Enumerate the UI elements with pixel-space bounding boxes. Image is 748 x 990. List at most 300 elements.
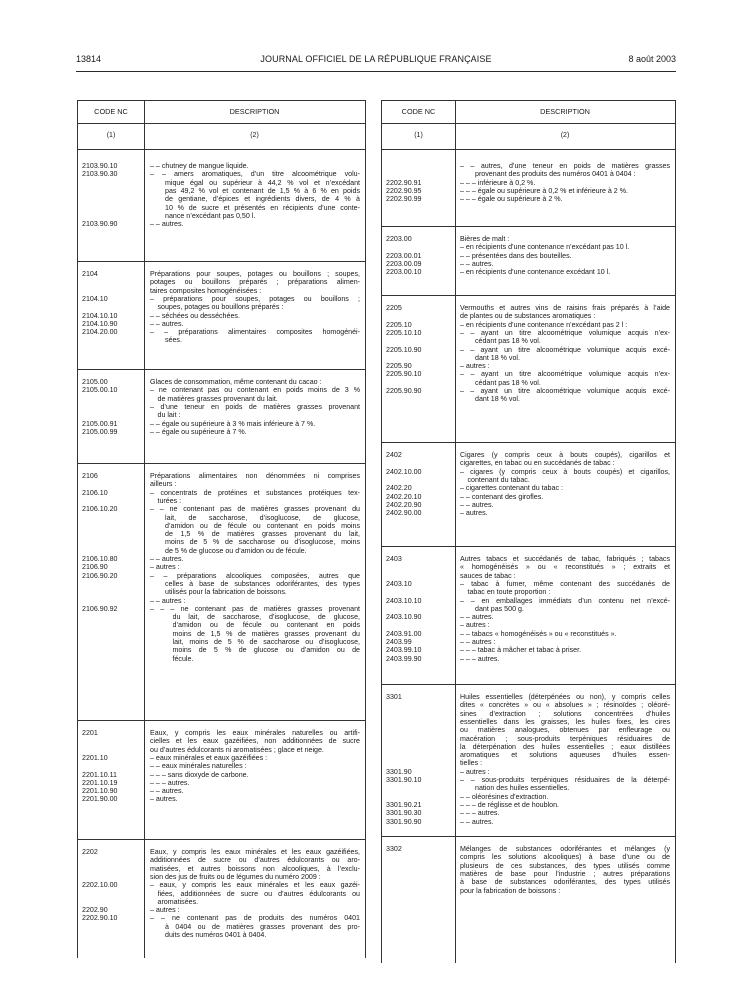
tariff-entry-block bbox=[78, 721, 365, 840]
description-text: potages ou bouillons préparés ; préparations alimen- bbox=[150, 278, 360, 287]
tariff-line bbox=[78, 303, 365, 311]
tariff-line bbox=[78, 411, 365, 419]
nc-code: 2104.20.00 bbox=[82, 328, 118, 337]
nc-code: 2105.00.91 bbox=[82, 419, 118, 428]
description-text: – autres : bbox=[460, 362, 490, 371]
tariff-line bbox=[78, 630, 365, 638]
nc-code: 3301.90.90 bbox=[386, 817, 422, 826]
nc-code: 2104.10.10 bbox=[82, 311, 118, 320]
description-text: – autres : bbox=[460, 767, 490, 776]
tariff-line bbox=[78, 865, 365, 873]
description-text: – – – de réglisse et de houblon. bbox=[460, 800, 559, 809]
tariff-entry-block bbox=[382, 154, 675, 227]
description-text: Autres tabacs et succédanés de tabac, fabriqués ; tabacs bbox=[460, 555, 670, 563]
description-text: cédant pas 18 % vol. bbox=[475, 378, 541, 387]
description-text: – – – autres. bbox=[460, 654, 500, 663]
description-text: nance n’excédant pas 0,50 l. bbox=[165, 211, 256, 220]
tariff-line bbox=[78, 472, 365, 480]
tariff-entry-block bbox=[78, 154, 365, 262]
tariff-line bbox=[78, 873, 365, 881]
tariff-line bbox=[78, 420, 365, 428]
description-text: – eaux minérales et eaux gazéifiées : bbox=[150, 753, 268, 762]
nc-code: 2104 bbox=[82, 270, 98, 278]
tariff-line bbox=[78, 621, 365, 629]
nc-code: 2403.99 bbox=[386, 638, 412, 646]
description-text: – – autres. bbox=[150, 319, 184, 328]
tariff-line bbox=[382, 693, 675, 701]
tariff-line bbox=[78, 890, 365, 898]
description-text: – – ayant un titre alcoométrique volumique acquis excé- bbox=[460, 345, 670, 354]
tariff-line bbox=[382, 395, 675, 403]
tariff-line bbox=[382, 597, 675, 605]
tariff-line bbox=[78, 547, 365, 555]
nc-code: 2106.90.20 bbox=[82, 571, 118, 580]
tariff-line bbox=[78, 729, 365, 737]
nc-code: 2104.10.90 bbox=[82, 319, 118, 328]
tariff-line bbox=[78, 638, 365, 646]
tariff-line bbox=[382, 162, 675, 170]
nc-code: 2403.10.10 bbox=[386, 596, 422, 605]
description-text: – autres. bbox=[460, 509, 488, 518]
tariff-line bbox=[382, 580, 675, 588]
tariff-line bbox=[78, 898, 365, 906]
tariff-line bbox=[382, 751, 675, 759]
description-text: ou d’autres édulcorants ni aromatisées ; glace et neige. bbox=[150, 745, 324, 754]
table-header bbox=[78, 100, 365, 124]
description-text: de gentiane, d’épices et ingrédients divers, de 4 % à bbox=[165, 195, 360, 204]
col-description-number: (2) bbox=[250, 132, 259, 140]
tariff-line bbox=[382, 809, 675, 817]
nc-code: 2205.10.10 bbox=[386, 328, 422, 337]
description-text: – – sous-produits terpéniques résiduaires de la déterpé- bbox=[460, 776, 670, 784]
description-text: – – séchées ou desséchées. bbox=[150, 311, 240, 320]
right-column-table bbox=[381, 100, 676, 963]
tariff-line bbox=[78, 395, 365, 403]
description-text: Glaces de consommation, même contenant du cacao : bbox=[150, 378, 322, 386]
tariff-line bbox=[78, 378, 365, 386]
description-text: – – ne contenant pas de produits des numéros 0401 bbox=[150, 914, 360, 923]
description-text: – – autres. bbox=[460, 500, 494, 509]
nc-code: 2402.10.00 bbox=[386, 467, 422, 476]
tariff-line bbox=[382, 387, 675, 395]
description-text: – d’une teneur en poids de matières grasses provenant bbox=[150, 402, 360, 411]
description-text: – – – égale ou supérieure à 0,2 % et inférieure à 2 %. bbox=[460, 186, 628, 195]
tariff-line bbox=[78, 220, 365, 228]
description-text: – en récipients d’une contenance n’excédant pas 10 l. bbox=[460, 243, 630, 252]
description-text: taires composites homogénéisées : bbox=[150, 286, 262, 295]
description-text: Huiles essentielles (déterpénées ou non), y compris celles bbox=[460, 693, 670, 701]
tariff-line bbox=[78, 762, 365, 770]
description-text: – autres : bbox=[460, 621, 490, 630]
description-text: additionnées de sucre ou d’autres édulcorants ou aro- bbox=[150, 856, 360, 865]
tariff-line bbox=[78, 403, 365, 411]
nc-code: 3301.90 bbox=[386, 767, 412, 776]
tariff-line bbox=[382, 243, 675, 251]
nc-code: 2402.20 bbox=[386, 484, 412, 493]
nc-code: 2201.10.19 bbox=[82, 778, 118, 787]
description-text: lait, de saccharose, d’isoglucose, de glucose, bbox=[165, 513, 360, 522]
tariff-line bbox=[382, 845, 675, 853]
tariff-line bbox=[78, 336, 365, 344]
nc-code: 2201.10 bbox=[82, 753, 108, 762]
tariff-line bbox=[78, 597, 365, 605]
tariff-line bbox=[78, 906, 365, 914]
description-text: Mélanges de substances odoriférantes et mélanges (y bbox=[460, 845, 670, 853]
col-description-header: DESCRIPTION bbox=[540, 106, 590, 116]
description-text: de 5 % de glucose ou d’amidon ou de fécule. bbox=[165, 546, 307, 555]
nc-code: 2203.00.01 bbox=[386, 251, 422, 260]
left-column-table bbox=[77, 100, 366, 958]
description-text: duits des numéros 0401 à 0404. bbox=[165, 931, 267, 939]
tariff-line bbox=[382, 501, 675, 509]
description-text: à base de substances odoriférantes, des types utilisés bbox=[460, 878, 670, 887]
description-text: moins de 5 % de saccharose ou d’isoglucose, moins bbox=[165, 538, 360, 547]
nc-code: 2202.90 bbox=[82, 906, 108, 915]
page-header bbox=[76, 54, 676, 68]
tariff-line bbox=[382, 818, 675, 826]
nc-code: 2201.10.90 bbox=[82, 787, 118, 796]
description-text: dant 18 % vol. bbox=[475, 395, 520, 404]
tariff-line bbox=[382, 260, 675, 268]
tariff-line bbox=[382, 710, 675, 718]
nc-code: 2205.90.10 bbox=[386, 370, 422, 379]
description-text: « homogénéisés » ou « reconstitués » ; extraits et bbox=[460, 563, 670, 572]
description-text: macération ; sous-produits terpéniques résiduaires de bbox=[460, 734, 670, 743]
description-text: – – oléorésines d’extraction. bbox=[460, 792, 549, 801]
nc-code: 2403.99.90 bbox=[386, 654, 422, 663]
tariff-line bbox=[78, 914, 365, 922]
tariff-line bbox=[382, 195, 675, 203]
description-text: ou matières analogues, obtenues par enfleurage ou bbox=[460, 726, 670, 735]
description-text: nation des huiles essentielles. bbox=[475, 784, 570, 793]
nc-code: 2402 bbox=[386, 451, 402, 459]
description-text: – en récipients d’une contenance n’excédant pas 2 l : bbox=[460, 320, 628, 329]
description-text: – – – autres. bbox=[460, 809, 500, 818]
tariff-line bbox=[382, 726, 675, 734]
journal-title: JOURNAL OFFICIEL DE LA RÉPUBLIQUE FRANÇAISE bbox=[260, 54, 492, 64]
nc-code: 2106 bbox=[82, 472, 98, 480]
tariff-line bbox=[382, 321, 675, 329]
description-text: – – autres : bbox=[460, 638, 496, 646]
description-text: – tabac à fumer, même contenant des succédanés de bbox=[460, 579, 670, 588]
description-text: mique égal ou supérieur à 44,2 % vol et n’excédant bbox=[165, 178, 360, 187]
tariff-entry-block bbox=[78, 262, 365, 370]
tariff-line bbox=[382, 329, 675, 337]
description-text: aromatisées. bbox=[157, 897, 199, 906]
tariff-line bbox=[382, 743, 675, 751]
description-text: – ne contenant pas ou contenant en poids moins de 3 % bbox=[150, 386, 360, 395]
description-text: – – autres. bbox=[150, 787, 184, 796]
nc-code: 2403 bbox=[386, 555, 402, 563]
description-text: – préparations pour soupes, potages ou bouillons ; bbox=[150, 294, 360, 303]
tariff-line bbox=[78, 480, 365, 488]
tariff-line bbox=[78, 514, 365, 522]
nc-code: 3301.90.30 bbox=[386, 809, 422, 818]
description-text: dant pas 500 g. bbox=[475, 604, 524, 613]
tariff-line bbox=[382, 862, 675, 870]
tariff-line bbox=[78, 881, 365, 889]
tariff-line bbox=[382, 235, 675, 243]
description-text: ailleurs : bbox=[150, 480, 177, 489]
tariff-entry-block bbox=[78, 840, 365, 960]
nc-code: 2201 bbox=[82, 729, 98, 737]
tariff-line bbox=[382, 768, 675, 776]
tariff-line bbox=[382, 588, 675, 596]
nc-code: 2105.00 bbox=[82, 378, 108, 386]
nc-code: 2403.10.90 bbox=[386, 613, 422, 622]
description-text: Bières de malt : bbox=[460, 235, 510, 243]
description-text: d’amidon ou de fécule ou contenant en poids bbox=[172, 621, 360, 630]
description-text: aromatiques et solutions aqueuses d’huiles essen- bbox=[460, 751, 670, 760]
tariff-line bbox=[78, 856, 365, 864]
tariff-line bbox=[382, 878, 675, 886]
tariff-line bbox=[78, 931, 365, 939]
tariff-line bbox=[78, 489, 365, 497]
tariff-line bbox=[382, 476, 675, 484]
description-text: à 0404 ou de matières grasses provenant des pro- bbox=[165, 922, 360, 931]
nc-code: 2103.90.30 bbox=[82, 170, 118, 179]
nc-code: 3301.90.21 bbox=[386, 800, 422, 809]
tariff-line bbox=[382, 179, 675, 187]
nc-code: 3302 bbox=[386, 845, 402, 853]
tariff-line bbox=[78, 386, 365, 394]
tariff-line bbox=[382, 459, 675, 467]
tariff-entry-block bbox=[382, 443, 675, 547]
tariff-line bbox=[78, 848, 365, 856]
description-text: de plantes ou de substances aromatiques : bbox=[460, 312, 596, 321]
tariff-line bbox=[78, 795, 365, 803]
tariff-line bbox=[382, 572, 675, 580]
nc-code: 2201.10.11 bbox=[82, 770, 117, 779]
tariff-line bbox=[382, 605, 675, 613]
tariff-line bbox=[382, 784, 675, 792]
tariff-entry-block bbox=[382, 296, 675, 443]
description-text: – – ayant un titre alcoométrique volumique acquis n’ex- bbox=[460, 370, 670, 379]
nc-code: 2205.90 bbox=[386, 362, 412, 371]
description-text: plusieurs de ces substances, des types utilisés comme bbox=[460, 861, 670, 870]
description-text: – – amers aromatiques, d’un titre alcoométrique volu- bbox=[150, 170, 360, 179]
description-text: – cigares (y compris ceux à bouts coupés) et cigarillos, bbox=[460, 467, 670, 476]
tariff-line bbox=[382, 646, 675, 654]
tariff-line bbox=[78, 588, 365, 596]
description-text: tabac en toute proportion : bbox=[467, 588, 551, 597]
description-text: – concentrats de protéines et substances protéiques tex- bbox=[150, 488, 360, 497]
description-text: turées : bbox=[157, 496, 182, 505]
tariff-line bbox=[382, 252, 675, 260]
nc-code: 2106.90 bbox=[82, 563, 108, 572]
header-rule bbox=[76, 71, 676, 72]
tariff-line bbox=[382, 337, 675, 345]
tariff-line bbox=[382, 362, 675, 370]
tariff-line bbox=[382, 630, 675, 638]
tariff-line bbox=[78, 295, 365, 303]
nc-code: 2202.90.10 bbox=[82, 914, 118, 923]
tariff-entry-block bbox=[382, 547, 675, 685]
nc-code: 3301.90.10 bbox=[386, 776, 422, 784]
nc-code: 2402.20.10 bbox=[386, 492, 422, 501]
tariff-line bbox=[78, 754, 365, 762]
tariff-line bbox=[78, 187, 365, 195]
description-text: – – ne contenant pas de matières grasses provenant du bbox=[150, 505, 360, 514]
nc-code: 2402.90.00 bbox=[386, 509, 422, 518]
tariff-line bbox=[78, 505, 365, 513]
tariff-line bbox=[382, 638, 675, 646]
nc-code: 2202 bbox=[82, 848, 98, 856]
tariff-line bbox=[78, 746, 365, 754]
tariff-line bbox=[78, 655, 365, 663]
description-text: provenant des produits des numéros 0401 à 0404 : bbox=[475, 170, 636, 179]
tariff-line bbox=[382, 304, 675, 312]
tariff-line bbox=[382, 759, 675, 767]
nc-code: 2205.10 bbox=[386, 320, 412, 329]
nc-code: 2402.20.90 bbox=[386, 500, 422, 509]
nc-code: 2205.10.90 bbox=[386, 345, 422, 354]
description-text: sées. bbox=[165, 336, 182, 345]
table-header-numbers bbox=[382, 124, 675, 150]
tariff-line bbox=[382, 563, 675, 571]
tariff-line bbox=[382, 268, 675, 276]
tariff-line bbox=[78, 179, 365, 187]
tariff-entry-block bbox=[78, 464, 365, 721]
description-text: – en récipients d’une contenance excédant 10 l. bbox=[460, 268, 611, 277]
nc-code: 2205.90.90 bbox=[386, 387, 422, 395]
tariff-line bbox=[78, 646, 365, 654]
description-text: lait, moins de 5 % de saccharose ou d’isoglucose, bbox=[172, 638, 360, 646]
nc-code: 3301 bbox=[386, 693, 402, 701]
nc-code: 2403.10 bbox=[386, 579, 412, 588]
tariff-line bbox=[78, 522, 365, 530]
description-text: – – ayant un titre alcoométrique volumique acquis excé- bbox=[460, 387, 670, 395]
description-text: Vermouths et autres vins de raisins frais préparés à l’aide bbox=[460, 304, 670, 312]
tariff-line bbox=[78, 563, 365, 571]
description-text: matisées, et autres boissons non alcooliques, à l’exclu- bbox=[150, 864, 360, 873]
col-code-header: CODE NC bbox=[401, 106, 436, 116]
nc-code: 2103.90.90 bbox=[82, 220, 118, 229]
nc-code: 2403.99.10 bbox=[386, 646, 422, 655]
tariff-line bbox=[382, 451, 675, 459]
description-text: sion des jus de fruits ou de légumes du numéro 2009 : bbox=[150, 872, 321, 881]
tariff-line bbox=[78, 530, 365, 538]
nc-code: 2203.00.09 bbox=[386, 259, 422, 268]
tariff-entry-block bbox=[382, 837, 675, 963]
tariff-line bbox=[382, 776, 675, 784]
nc-code: 2106.10.20 bbox=[82, 505, 118, 514]
tariff-line bbox=[78, 195, 365, 203]
description-text: – – ayant un titre alcoométrique volumique acquis n’ex- bbox=[460, 328, 670, 337]
tariff-line bbox=[382, 793, 675, 801]
tariff-line bbox=[382, 379, 675, 387]
tariff-line bbox=[78, 737, 365, 745]
description-text: dites « concrètes » ou « absolues » ; résinoïdes ; oléoré- bbox=[460, 701, 670, 710]
description-text: Eaux, y compris les eaux minérales naturelles ou artifi- bbox=[150, 729, 360, 737]
nc-code: 2106.10 bbox=[82, 488, 108, 497]
nc-code: 2202.10.00 bbox=[82, 881, 118, 890]
description-text: essentielles dans les graisses, les huiles fixes, les cires bbox=[460, 717, 670, 726]
tariff-line bbox=[382, 655, 675, 663]
tariff-entry-block bbox=[382, 685, 675, 837]
description-text: la déterpénation des huiles essentielles ; eaux distillées bbox=[460, 742, 670, 751]
tariff-line bbox=[78, 312, 365, 320]
col-description-number: (2) bbox=[560, 132, 570, 140]
description-text: Préparations alimentaires non dénommées ni comprises bbox=[150, 472, 360, 480]
table-header bbox=[382, 100, 675, 124]
tariff-line bbox=[382, 484, 675, 492]
description-text: sauces de tabac : bbox=[460, 571, 516, 580]
tariff-line bbox=[78, 212, 365, 220]
tariff-line bbox=[382, 468, 675, 476]
tariff-line bbox=[382, 718, 675, 726]
tariff-line bbox=[382, 312, 675, 320]
description-text: du lait, de saccharose, d’isoglucose, de glucose, bbox=[172, 613, 360, 622]
description-text: – – préparations alcooliques composées, autres que bbox=[150, 571, 360, 580]
tariff-line bbox=[382, 870, 675, 878]
description-text: – – égale ou supérieure à 3 % mais inférieure à 7 %. bbox=[150, 419, 316, 428]
tariff-line bbox=[78, 538, 365, 546]
page-number: 13814 bbox=[76, 54, 102, 64]
nc-code: 2202.90.99 bbox=[386, 195, 422, 204]
issue-date: 8 août 2003 bbox=[628, 54, 676, 64]
description-text: – – autres : bbox=[150, 596, 186, 605]
tariff-line bbox=[78, 270, 365, 278]
tariff-line bbox=[78, 320, 365, 328]
tariff-line bbox=[78, 923, 365, 931]
nc-code: 2105.00.10 bbox=[82, 386, 118, 395]
tariff-line bbox=[78, 572, 365, 580]
nc-code: 2104.10 bbox=[82, 294, 108, 303]
col-description-header: DESCRIPTION bbox=[229, 106, 280, 116]
table-header-numbers bbox=[78, 124, 365, 150]
tariff-line bbox=[382, 170, 675, 178]
description-text: cigarettes, en tabac ou en succédanés de tabac : bbox=[460, 459, 615, 468]
tariff-line bbox=[382, 354, 675, 362]
tariff-line bbox=[78, 605, 365, 613]
nc-code: 2205 bbox=[386, 304, 402, 312]
description-text: – – autres. bbox=[460, 817, 494, 826]
nc-code: 2106.90.92 bbox=[82, 604, 118, 613]
description-text: – – – ne contenant pas de matières grasses provenant bbox=[150, 604, 360, 613]
tariff-line bbox=[382, 613, 675, 621]
description-text: – – autres. bbox=[150, 555, 184, 563]
description-text: fécule. bbox=[172, 654, 194, 663]
description-text: – – contenant des girofles. bbox=[460, 492, 544, 501]
description-text: – – – sans dioxyde de carbone. bbox=[150, 770, 249, 779]
col-code-number: (1) bbox=[414, 132, 423, 140]
description-text: – – – égale ou supérieure à 2 %. bbox=[460, 195, 563, 204]
nc-code: 2201.90.00 bbox=[82, 795, 118, 804]
tariff-entry-block bbox=[382, 227, 675, 296]
tariff-line bbox=[382, 187, 675, 195]
tariff-line bbox=[78, 428, 365, 436]
description-text: 10 % de sucre et présentés en récipients d’une conte- bbox=[165, 203, 360, 212]
description-text: – – eaux minérales naturelles : bbox=[150, 762, 247, 771]
nc-code: 2202.90.91 bbox=[386, 178, 422, 187]
tariff-line bbox=[382, 509, 675, 517]
tariff-line bbox=[78, 787, 365, 795]
description-text: dant 18 % vol. bbox=[475, 353, 520, 362]
nc-code: 2202.90.95 bbox=[386, 186, 422, 195]
tariff-entry-block bbox=[78, 370, 365, 464]
description-text: de 1,5 % de matières grasses provenant du lait, bbox=[165, 530, 360, 539]
description-text: – – autres. bbox=[150, 220, 184, 229]
nc-code: 2106.10.80 bbox=[82, 555, 118, 563]
description-text: pour la fabrication de boissons : bbox=[460, 886, 561, 895]
description-text: – eaux, y compris les eaux minérales et les eaux gazéi- bbox=[150, 881, 360, 890]
tariff-line bbox=[78, 771, 365, 779]
description-text: – cigarettes contenant du tabac : bbox=[460, 484, 563, 493]
description-text: – – chutney de mangue liquide. bbox=[150, 162, 249, 170]
description-text: – – autres. bbox=[460, 613, 494, 622]
tariff-line bbox=[78, 779, 365, 787]
